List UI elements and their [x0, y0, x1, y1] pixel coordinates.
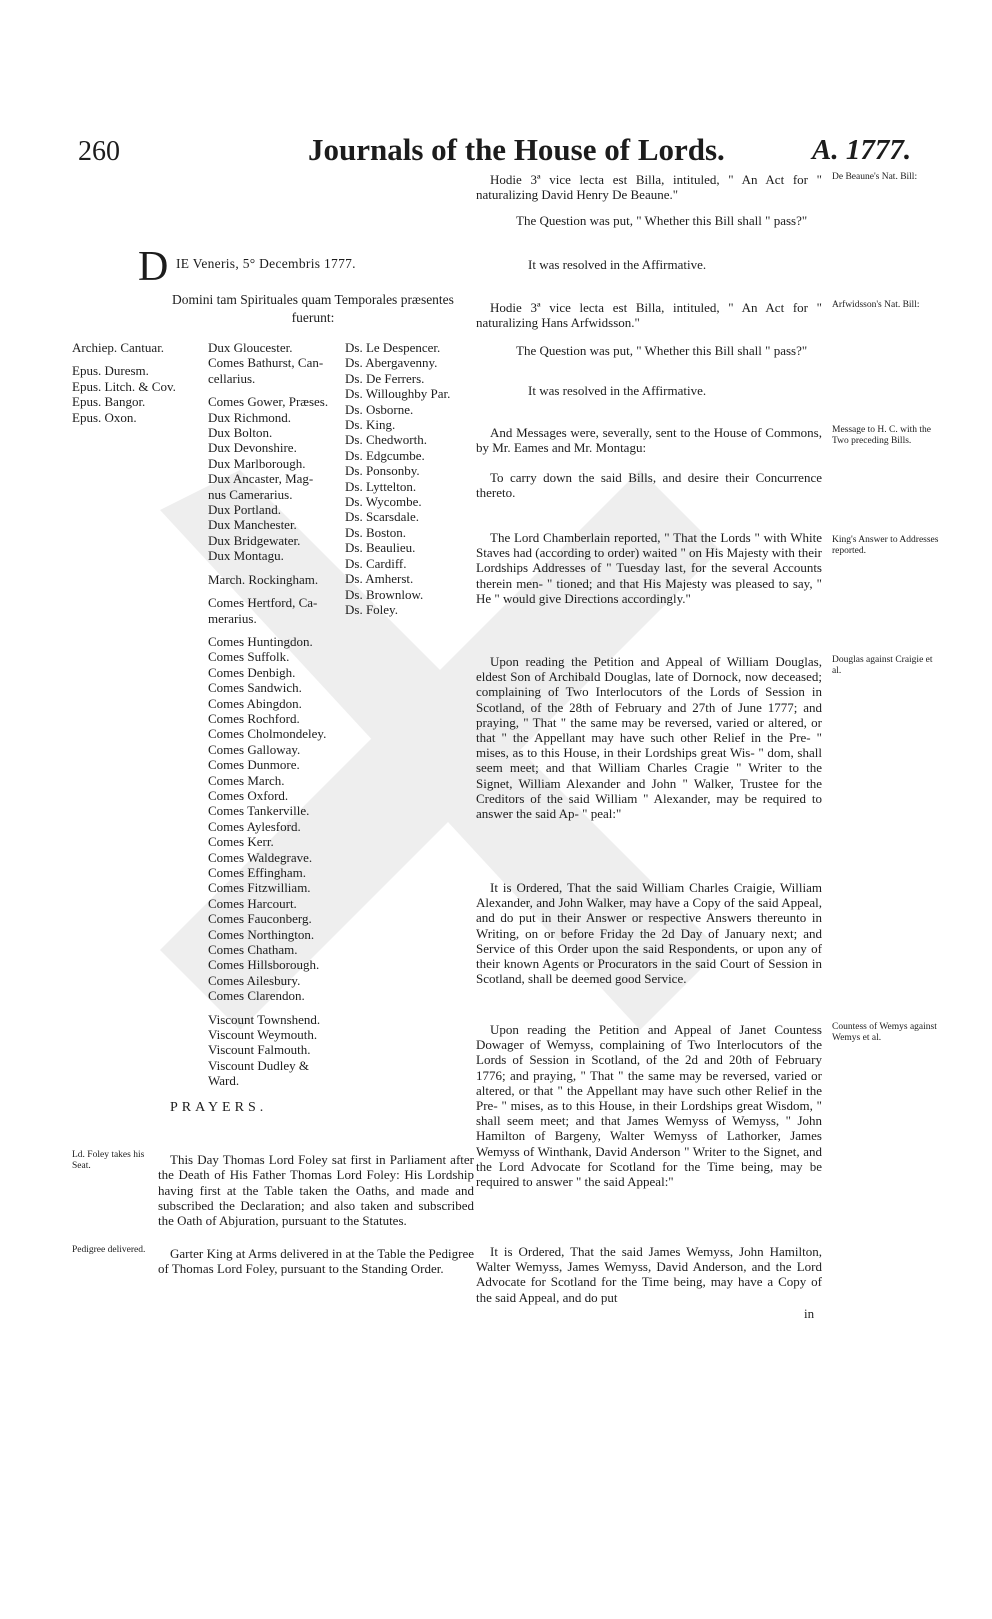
attendee-name: Dux Ancaster, Mag-: [208, 471, 314, 487]
attendee-name: Viscount Weymouth.: [208, 1027, 318, 1043]
attendee-name: Ds. King.: [345, 417, 396, 433]
attendee-name: Ward.: [208, 1073, 240, 1089]
attendee-name: Ds. Le Despencer.: [345, 340, 441, 355]
column-spacer: [208, 587, 328, 595]
attendee-name: Epus. Litch. & Cov.: [72, 378, 176, 394]
attendee-name: Comes Aylesford.: [208, 818, 301, 834]
column-spacer: [72, 355, 176, 363]
attendee-name: cellarius.: [208, 370, 256, 386]
question-1: The Question was put, " Whether this Bill shall " pass?": [516, 213, 808, 228]
attendee-name: Ds. Abergavenny.: [345, 355, 438, 371]
attendee-name: Ds. Osborne.: [345, 401, 414, 417]
attendee-name: Ds. Scarsdale.: [345, 509, 420, 525]
attendee-name: Comes Chatham.: [208, 942, 298, 958]
attendee-name: Comes Hillsborough.: [208, 957, 320, 973]
domini-heading: [148, 291, 478, 327]
attendee-name: Comes Northington.: [208, 926, 315, 942]
page-year: A. 1777.: [812, 134, 912, 166]
question-2: The Question was put, " Whether this Bill shall " pass?": [516, 343, 808, 358]
carry-down-paragraph: To carry down the said Bills, and desire their Concurrence thereto.: [476, 470, 822, 501]
column-spacer: [208, 626, 328, 634]
attendee-name: Viscount Falmouth.: [208, 1042, 311, 1058]
column-spacer: [208, 386, 328, 394]
attendee-name: Archiep. Cantuar.: [72, 340, 165, 355]
attendee-name: nus Camerarius.: [208, 486, 293, 502]
arfwidsson-bill: Hodie 3ª vice lecta est Billa, intituled, " An Act for " naturalizing Hans Arfwidsson.": [476, 300, 822, 331]
attendee-name: March. Rockingham.: [208, 571, 319, 587]
catchword: in: [804, 1306, 815, 1321]
attendee-name: Comes Suffolk.: [208, 649, 290, 665]
attendee-name: Ds. Brownlow.: [345, 586, 424, 602]
attendee-name: Comes Huntingdon.: [208, 633, 313, 649]
prayers-heading: PRAYERS.: [170, 1100, 268, 1115]
attendee-name: Ds. Cardiff.: [345, 555, 407, 571]
chamberlain-paragraph: The Lord Chamberlain reported, " That the Lords " with White Staves had (according to order) waited " on His Majesty with their Lordships Addresses of " Tuesday last, for the several Accounts therein men- " tioned; and that His Majesty was pleased to say, " He " would give Directions accordingly.": [476, 530, 822, 606]
attendee-name: Dux Gloucester.: [208, 340, 293, 355]
attendee-name: Dux Bolton.: [208, 425, 273, 441]
attendee-name: Comes Hertford, Ca-: [208, 595, 318, 611]
attendee-name: Comes Cholmondeley.: [208, 726, 327, 742]
attendee-name: Comes Fauconberg.: [208, 911, 312, 927]
attendee-name: Comes Galloway.: [208, 741, 301, 757]
attendee-name: Epus. Duresm.: [72, 363, 149, 379]
margin-note-message: Message to H. C. with the Two preceding Bills.: [832, 425, 931, 446]
attendee-name: Ds. Wycombe.: [345, 494, 422, 510]
lords-spiritual-column: [72, 340, 176, 425]
paragraph-pedigree: Garter King at Arms delivered in at the Table the Pedigree of Thomas Lord Foley, pursuant to the Standing Order.: [158, 1246, 474, 1277]
domini-line-2: fuerunt:: [291, 310, 335, 325]
attendee-name: Comes Oxford.: [208, 787, 289, 803]
page-title: Journals of the House of Lords.: [308, 132, 725, 167]
attendee-name: Ds. Willoughby Par.: [345, 386, 451, 402]
attendee-name: Dux Bridgewater.: [208, 532, 301, 548]
margin-note-wemyss: Countess of Wemys against Wemys et al.: [832, 1022, 937, 1043]
lords-barons-column: [345, 340, 450, 617]
margin-note-pedigree: Pedigree delivered.: [72, 1245, 146, 1255]
resolved-2: It was resolved in the Affirmative.: [528, 383, 707, 398]
page-number: 260: [78, 136, 120, 167]
column-spacer: [208, 564, 328, 572]
attendee-name: Comes Abingdon.: [208, 695, 302, 711]
attendee-name: Ds. Ponsonby.: [345, 463, 420, 479]
attendee-name: merarius.: [208, 610, 257, 626]
attendee-name: Dux Portland.: [208, 502, 281, 518]
margin-note-douglas: Douglas against Craigie et al.: [832, 655, 933, 676]
resolved-1: It was resolved in the Affirmative.: [528, 257, 707, 272]
attendee-name: Dux Manchester.: [208, 517, 297, 533]
attendee-name: Ds. Foley.: [345, 601, 398, 617]
attendee-name: Dux Marlborough.: [208, 455, 306, 471]
douglas-order: It is Ordered, That the said William Charles Craigie, William Alexander, and John Walker, may have a Copy of the said Appeal, and do put in their Answer or respective Answers thereunto in Writing, on or before Friday the 2d Day of January next; and Service of this Order upon the said Respondents, or upon any of their known Agents or Procurators in the said Court of Session in Scotland, shall be deemed good Service.: [476, 880, 822, 987]
attendee-name: Dux Devonshire.: [208, 440, 297, 456]
attendee-name: Comes Rochford.: [208, 710, 300, 726]
attendee-name: Ds. Amherst.: [345, 571, 414, 587]
attendee-name: Epus. Oxon.: [72, 409, 137, 425]
margin-note-foley: Ld. Foley takes his Seat.: [72, 1150, 145, 1171]
douglas-petition: Upon reading the Petition and Appeal of William Douglas, eldest Son of Archibald Douglas, late of Dornock, now deceased; complaining of Two Interlocutors of the Lords of Session in Scotland, of the 28th of February and 27th of June 1777; and praying, " That " the same may be reversed, varied or altered, or that " the Appellant may have such other Relief in the Pre- " mises, as to this House, in their Lordships great Wis- " dom, shall seem meet; and that William Charles Cragie " Writer to the Signet, William Alexander and John " Walker, Trustee for the Creditors of the said William " Alexander, may be required to answer the said Ap- " peal:": [476, 654, 822, 822]
attendee-name: Comes March.: [208, 772, 285, 788]
attendee-name: Epus. Bangor.: [72, 394, 146, 410]
attendee-name: Ds. Lyttelton.: [345, 478, 417, 494]
attendee-name: Ds. Chedworth.: [345, 432, 427, 448]
attendee-name: Ds. Edgcumbe.: [345, 447, 425, 463]
attendee-name: Comes Fitzwilliam.: [208, 880, 311, 896]
wemyss-petition: Upon reading the Petition and Appeal of Janet Countess Dowager of Wemyss, complaining of Two Interlocutors of the Lords of Session in Scotland, of the 2d and 20th of February 1776; and praying, " That " the same may be reversed, varied or altered, or that " the Appellant may have such other Relief in the Pre- " mises, as to this House, in their Lordships great Wisdom, " shall seem meet; and that James Wemyss of Wemyss, " John Hamilton of Bargeny, Walter Wemyss of Lathorker, James Wemyss of Winthank, David Anderson " Writer to the Signet, and the Lord Advocate for Scotland for the Time being, may be required to answer " the said Appeal:": [476, 1022, 822, 1190]
attendee-name: Comes Waldegrave.: [208, 849, 313, 865]
attendee-name: Comes Bathurst, Can-: [208, 355, 324, 371]
attendee-name: Ds. De Ferrers.: [345, 370, 425, 386]
attendee-name: Ds. Beaulieu.: [345, 540, 416, 556]
attendee-name: Ds. Boston.: [345, 524, 407, 540]
attendee-name: Comes Dunmore.: [208, 757, 300, 773]
column-spacer: [208, 1004, 328, 1012]
attendee-name: Dux Richmond.: [208, 409, 292, 425]
margin-note-kings-answer: King's Answer to Addresses reported.: [832, 535, 939, 556]
attendee-name: Comes Ailesbury.: [208, 972, 301, 988]
messages-paragraph: And Messages were, severally, sent to the House of Commons, by Mr. Eames and Mr. Montagu:: [476, 425, 822, 456]
domini-line-1: Domini tam Spirituales quam Temporales præsentes: [172, 292, 454, 307]
attendee-name: Comes Harcourt.: [208, 895, 297, 911]
attendee-name: Viscount Townshend.: [208, 1011, 321, 1027]
attendee-name: Comes Effingham.: [208, 865, 306, 880]
drop-cap: D: [138, 244, 169, 290]
attendee-name: Comes Kerr.: [208, 834, 274, 850]
attendee-name: Comes Denbigh.: [208, 664, 296, 680]
margin-note-arfwidsson: Arfwidsson's Nat. Bill:: [832, 300, 920, 310]
attendee-name: Comes Clarendon.: [208, 988, 305, 1004]
sitting-date: IE Veneris, 5° Decembris 1777.: [176, 256, 356, 271]
paragraph-foley: This Day Thomas Lord Foley sat first in Parliament after the Death of His Father Thomas Lord Foley: His Lordship having first at the Table taken the Oaths, and made and subscribed the Declaration; and also taken and subscribed the Oath of Abjuration, pursuant to the Statutes.: [158, 1152, 474, 1229]
attendee-name: Comes Tankerville.: [208, 803, 310, 819]
debeaune-bill: Hodie 3ª vice lecta est Billa, intituled, " An Act for " naturalizing David Henry De Beaune.": [476, 172, 822, 203]
wemyss-order: It is Ordered, That the said James Wemyss, John Hamilton, Walter Wemyss, James Wemyss, David Anderson, and the Lord Advocate for Scotland for the Time being, may have a Copy of the said Appeal, and do put: [476, 1244, 822, 1305]
margin-note-debeaune: De Beaune's Nat. Bill:: [832, 172, 918, 182]
attendee-name: Viscount Dudley &: [208, 1057, 310, 1073]
attendee-name: Comes Sandwich.: [208, 680, 302, 696]
lords-temporal-column: [208, 340, 328, 1089]
attendee-name: Comes Gower, Præses.: [208, 394, 329, 410]
attendee-name: Dux Montagu.: [208, 548, 284, 564]
